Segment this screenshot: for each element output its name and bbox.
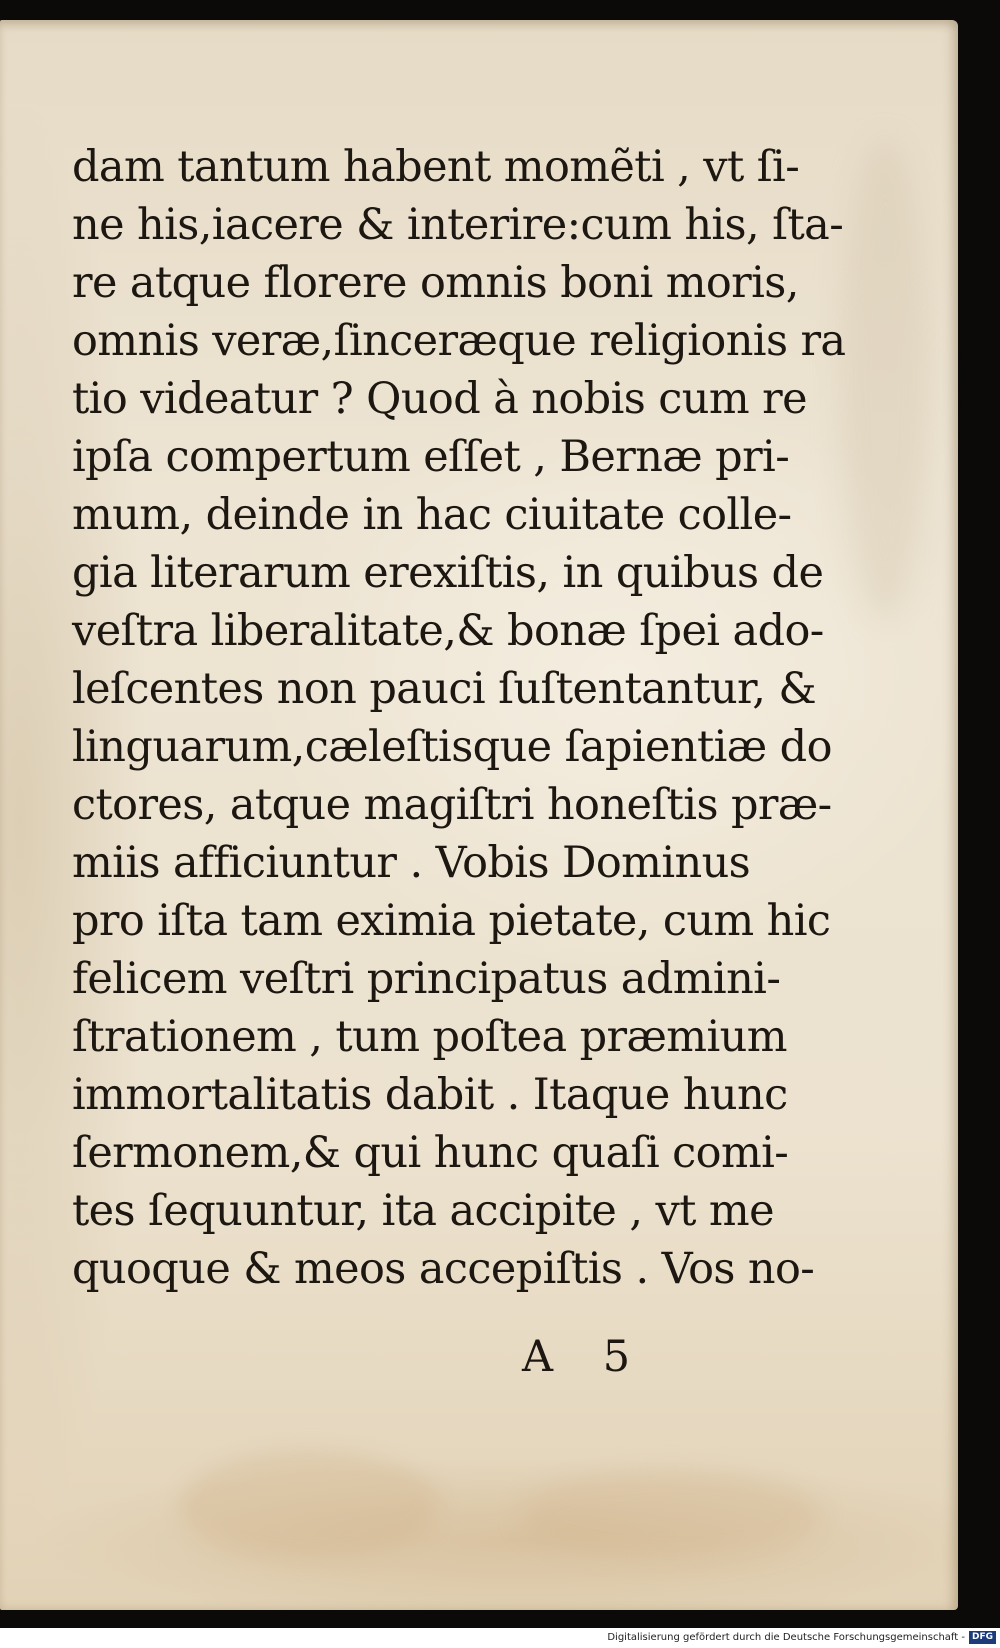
text-line: ctores, atque magiſtri honeſtis præ- [72,780,832,830]
text-line: veſtra liberalitate,& bonæ ſpei ado- [72,606,824,656]
funding-credit-text: Digitalisierung gefördert durch die Deutsche Forschungsgemeinschaft - [607,1632,965,1643]
text-line: pro iſta tam eximia pietate, cum hic [72,896,831,946]
signature-mark: A 5 [522,1332,649,1382]
text-line: linguarum,cæleſtisque ſapientiæ do [72,722,832,772]
text-line: ipſa compertum eſſet , Bernæ pri- [72,432,790,482]
text-line: quoque & meos accepiſtis . Vos no- [72,1244,815,1294]
text-line: re atque florere omnis boni moris, [72,258,799,308]
text-line: ſtrationem , tum poſtea præmium [72,1012,787,1062]
text-line: mum, deinde in hac ciuitate colle- [72,490,792,540]
water-stain [180,1450,440,1560]
text-line: tes ſequuntur, ita accipite , vt me [72,1186,774,1236]
text-line: leſcentes non pauci ſuſtentantur, & [72,664,817,714]
water-stain [520,1470,820,1560]
funding-credit [607,1631,996,1645]
text-line: ſermonem,& qui hunc quaſi comi- [72,1128,789,1178]
dfg-logo-icon: DFG [969,1631,996,1644]
body-text [72,138,846,1298]
text-line: immortalitatis dabit . Itaque hunc [72,1070,788,1120]
text-line: felicem veſtri principatus admini- [72,954,781,1004]
text-line: omnis veræ,ſinceræque religionis ra [72,316,846,366]
digitization-footer [0,1628,1000,1648]
book-page [0,20,958,1610]
text-line: gia literarum erexiſtis, in quibus de [72,548,824,598]
paper-discoloration [840,140,930,620]
text-line: dam tantum habent momẽti , vt ſi- [72,142,800,192]
text-line: tio videatur ? Quod à nobis cum re [72,374,807,424]
text-line: miis afficiuntur . Vobis Dominus [72,838,751,888]
text-line: ne his,iacere & interire:cum his, ſta- [72,200,844,250]
